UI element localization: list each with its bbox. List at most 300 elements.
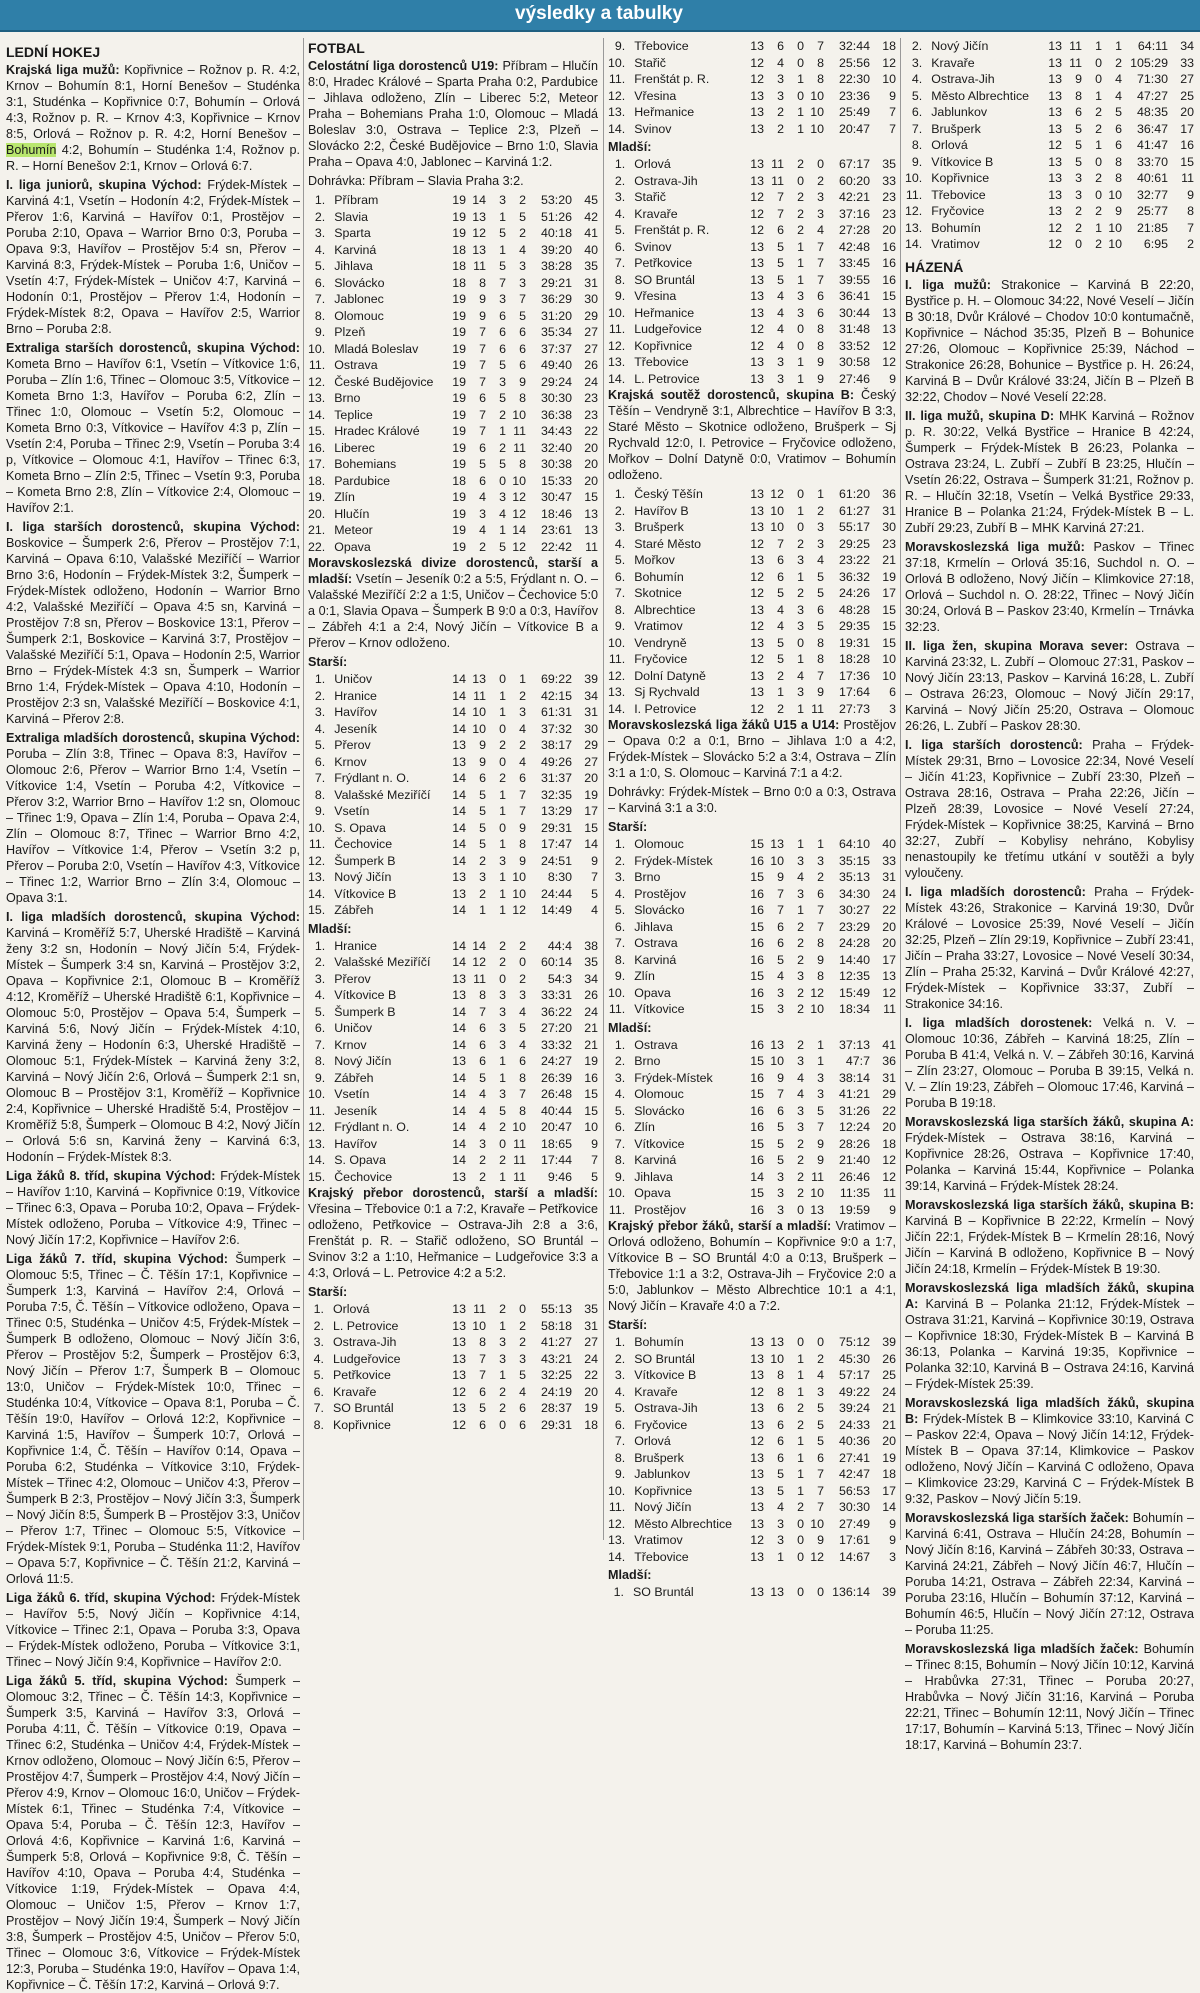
team-name-cell: Skotnice [634,586,682,600]
rank-cell: 3. [313,1335,324,1349]
team-name-cell: Příbram [334,193,379,207]
table-row [608,552,896,569]
played-cell: 13 [452,988,466,1002]
points-cell: 17 [882,952,896,967]
losses-cell: 4 [519,242,526,257]
played-cell: 12 [750,55,764,70]
wins-cell: 11 [1069,55,1082,70]
played-cell: 15 [750,1054,764,1068]
table-row [608,1185,896,1202]
points-cell: 13 [882,322,896,336]
losses-cell: 6 [519,325,526,339]
points-cell: 9 [591,1136,598,1151]
rank-cell: 2. [614,1054,626,1068]
played-cell: 13 [750,121,764,136]
played-cell: 16 [750,1103,764,1118]
losses-cell: 5 [817,1417,824,1432]
rank-cell: 12. [608,668,626,683]
table-row [308,242,598,259]
draws-cell: 3 [797,289,804,303]
table-row [608,1037,896,1054]
draws-cell: 0 [797,338,804,353]
played-cell: 14 [452,804,466,818]
played-cell: 14 [452,705,466,719]
played-cell: 19 [452,539,466,554]
team-name-cell: Uničov [334,672,373,686]
results-text: Kometa Brno – Havířov 6:1, Vsetín – Vítkovice 1:6, Poruba – Zlín 1:6, Třinec – Olomouc 3:5, Vítkovice – Kometa Brno 1:3, Havířov – Poruba 6:2, Zlín – Třinec 1:0, Olomouc – Vsetín 5:2, Olomouc – Kometa Brno 0:3, Vítkovice – Havířov 4:3 p, Zlín – Vsetín 2:4, Poruba – Třinec 2:9, Vsetín – Poruba 3:4 p, Vítkovice – Olomouc 4:1, Havířov – Třinec 6:3, Kometa Brno – Zlín 2:5, Třinec – Vsetín 9:3, Poruba – Kometa Brno 2:8, Zlín – Vítkovice 2:4, Olomouc – Havířov 2:1. [6,357,300,515]
team-name-cell: Orlová [634,157,671,171]
wins-cell: 8 [777,1384,784,1399]
table-row [608,1450,896,1467]
score-cell: 38:17 [540,738,572,752]
team-name-cell: Uničov [334,1021,373,1035]
losses-cell: 2 [1115,55,1122,70]
losses-cell: 3 [817,1070,824,1085]
team-name-cell: Prostějov [634,886,686,901]
draws-cell: 1 [499,787,506,802]
losses-cell: 12 [512,539,526,554]
losses-cell: 11 [513,424,526,438]
played-cell: 13 [750,39,764,53]
table-row [608,985,896,1002]
losses-cell: 7 [817,1467,824,1481]
competition-label: II. liga žen, skupina Morava sever: [905,638,1128,653]
losses-cell: 6 [817,886,824,901]
wins-cell: 10 [770,520,784,534]
points-cell: 11 [1181,171,1194,185]
draws-cell: 1 [797,256,804,270]
points-cell: 24 [584,1004,598,1019]
draws-cell: 1 [797,105,804,119]
played-cell: 13 [452,870,466,884]
rank-cell: 13. [308,391,326,405]
section-heading-football: FOTBAL [308,40,365,56]
section-heading-hockey: LEDNÍ HOKEJ [6,44,101,60]
draws-cell: 1 [797,1483,804,1498]
team-name-cell: Bohumín [634,1335,684,1349]
played-cell: 12 [750,223,764,237]
table-row [608,635,896,652]
score-cell: 31:48 [838,322,870,336]
team-name-cell: Vratimov [634,619,683,633]
points-cell: 20 [882,1120,896,1134]
score-cell: 41:47 [1136,138,1168,152]
rank-cell: 2. [314,955,326,969]
draws-cell: 2 [499,1153,506,1167]
rank-cell: 13. [308,870,326,884]
rank-cell: 9. [314,804,326,818]
draws-cell: 4 [797,668,804,683]
played-cell: 13 [452,1351,466,1366]
points-cell: 10 [584,1120,598,1134]
subheading: Starší: [608,1318,648,1332]
score-cell: 30:30 [540,391,572,405]
score-cell: 32:77 [1136,187,1168,202]
result-paragraph [6,909,300,1165]
points-cell: 39 [584,672,598,686]
played-cell: 12 [750,1434,764,1448]
results-text: Boskovice – Šumperk 2:6, Přerov – Prostějov 7:1, Karviná – Opava 6:10, Valašské Meziříčí – Warrior Brno 3:6, Hodonín – Frýdek-Místek 3:2, Šumperk – Frýdek-Místek odloženo, Hodonín – Warrior Brno 4:2, Valašské Meziříčí – Opava 4:5 sn, Karviná – Prostějov 7:8 sn, Přerov – Boskovice 13:1, Přerov – Šumperk 2:1, Boskovice – Karviná 3:7, Prostějov – Valašské Meziříčí 5:1, Opava – Hodonín 2:5, Warrior Brno – Frýdek-Místek 4:3 sn, Šumperk – Warrior Brno 1:4, Frýdek-Místek – Opava 4:10, Hodonín – Prostějov 2:3 sn, Valašské Meziříčí – Boskovice 4:1, Karviná – Přerov 2:8. [6,536,300,726]
score-cell: 48:35 [1136,105,1168,119]
points-cell: 5 [591,1169,598,1184]
played-cell: 14 [452,1153,466,1167]
losses-cell: 1 [519,672,526,686]
table-row [608,222,896,239]
rank-cell: 4. [614,536,626,551]
played-cell: 13 [452,886,466,901]
result-paragraph [308,1185,598,1281]
table-row [308,506,598,523]
team-name-cell: Kopřivnice [931,171,990,185]
points-cell: 20 [882,919,896,934]
wins-cell: 3 [777,1002,784,1016]
table-row [905,71,1194,88]
subheading: Starší: [608,820,648,834]
wins-cell: 4 [777,338,784,353]
points-cell: 35 [584,955,598,969]
draws-cell: 5 [499,259,506,273]
points-cell: 22 [882,903,896,917]
losses-cell: 13 [810,1202,824,1217]
score-cell: 18:28 [838,652,870,666]
score-cell: 20:47 [540,1120,572,1134]
table-row [308,1004,598,1021]
competition-label: Krajská soutěž dorostenců, skupina B: [608,388,855,402]
table-row [308,324,598,341]
losses-cell: 8 [817,55,824,70]
team-name-cell: Jablunkov [634,1467,691,1481]
points-cell: 36 [882,1054,896,1068]
losses-cell: 5 [817,1434,824,1448]
losses-cell: 8 [817,969,824,983]
wins-cell: 10 [770,503,784,518]
played-cell: 13 [452,1401,466,1415]
score-cell: 42:15 [540,688,572,703]
points-cell: 2 [1187,237,1194,251]
team-name-cell: Třebovice [634,355,689,369]
table-row [308,357,598,374]
team-name-cell: Krnov [334,1037,367,1052]
wins-cell: 8 [479,1335,486,1349]
points-cell: 31 [882,870,896,884]
results-text: Praha – Frýdek-Místek 43:26, Strakonice – Karviná 19:30, Dvůr Králové – Lovosice 25:39, Nové Veselí – Jičín 32:25, Plzeň – Zlín 29:19, Kopřivnice – Zubří 23:41, Jičín – Praha 33:27, Lovosice – Nové Veselí 30:34, Zlín – Praha 25:32, Karviná – Dvůr Králové 42:27, Frýdek-Místek – Kopřivnice 33:37, Zubří – Strakonice 34:16. [905,884,1194,1011]
points-cell: 20 [882,1434,896,1448]
rank-cell: 15. [308,903,326,917]
subheading: Mladší: [608,1568,652,1582]
wins-cell: 1 [777,1549,784,1564]
team-name-cell: Zábřeh [334,1070,374,1085]
rank-cell: 10. [608,985,626,1000]
table-row [608,569,896,586]
losses-cell: 3 [817,1087,824,1101]
losses-cell: 9 [817,355,824,369]
points-cell: 27 [584,341,598,356]
draws-cell: 0 [797,1516,804,1531]
draws-cell: 4 [797,1070,804,1085]
team-name-cell: Hranice [334,938,377,953]
result-paragraph [308,555,598,651]
team-name-cell: Slovácko [334,275,385,290]
team-name-cell: Petřkovice [634,256,693,270]
wins-cell: 2 [777,668,784,683]
team-name-cell: Zlín [634,969,655,983]
score-cell: 15:49 [838,985,870,1000]
rank-cell: 6. [614,919,626,934]
score-cell: 58:18 [540,1318,572,1333]
table-row [608,486,896,503]
wins-cell: 13 [472,209,486,224]
losses-cell: 8 [817,338,824,353]
team-name-cell: Ostrava [334,358,378,372]
draws-cell: 1 [499,1070,506,1085]
results-columns [6,38,1195,1992]
played-cell: 13 [750,685,764,699]
losses-cell: 5 [817,1103,824,1118]
score-cell: 29:24 [540,374,572,389]
rank-cell: 2. [614,1351,626,1366]
wins-cell: 11 [473,259,486,273]
points-cell: 10 [882,668,896,683]
draws-cell: 0 [797,520,804,534]
losses-cell: 10 [512,473,526,488]
table-row [905,137,1194,154]
team-name-cell: Vratimov [634,1533,683,1547]
result-paragraph [905,884,1194,1012]
extra-note: Dohrávka: Příbram – Slavia Praha 3:2. [308,174,524,188]
points-cell: 23 [584,391,598,405]
played-cell: 14 [452,1021,466,1035]
draws-cell: 1 [1095,220,1102,235]
losses-cell: 6 [1115,138,1122,152]
results-text: Kopřivnice – Rožnov p. R. 4:2, Krnov – Bohumín 8:1, Horní Benešov – Studénka 3:1, Studénka – Kopřivnice 0:7, Bohumín – Orlová 4:3, Rožnov p. R. – Krnov 4:3, Kopřivnice – Krnov 8:5, Orlová – Rožnov p. R. 4:2, Horní Benešov – Bohumín 4:2, Bohumín – Studénka 1:4, Rožnov p. R. – Horní Benešov 2:1, Krnov – Orlová 6:7. [6,63,300,173]
losses-cell: 4 [519,721,526,736]
points-cell: 12 [882,1153,896,1167]
score-cell: 27:20 [540,1021,572,1035]
wins-cell: 11 [771,173,784,188]
results-text: Šumperk – Olomouc 3:2, Třinec – Č. Těšín 14:3, Kopřivnice – Šumperk 3:5, Karviná – Havířov 3:3, Orlová – Poruba 4:11, Č. Těšín – Vítkovice 0:19, Opava – Třinec 6:2, Studénka – Uničov 4:4, Frýdek-Místek – Krnov odloženo, Olomouc – Nový Jičín 6:5, Přerov – Prostějov 4:7, Šumperk – Prostějov 4:4, Nový Jičín – Přerov 4:9, Krnov – Olomouc 16:0, Uničov – Frýdek-Místek 6:1, Třinec – Studénka 7:4, Vítkovice – Opava 5:4, Poruba – Č. Těšín 12:3, Havířov – Orlová 4:6, Kopřivnice – Karviná 1:6, Karviná – Šumperk 5:8, Orlová – Kopřivnice 9:8, Č. Těšín – Havířov 4:10, Opava – Poruba 4:4, Studénka – Vítkovice 1:19, Frýdek-Místek – Opava 4:4, Olomouc – Uničov 1:5, Přerov – Krnov 1:7, Prostějov – Nový Jičín 19:4, Šumperk – Nový Jičín 3:8, Šumperk – Prostějov 4:5, Uničov – Přerov 5:0, Třinec – Olomouc 3:6, Vítkovice – Frýdek-Místek 12:3, Poruba – Studénka 19:0, Havířov – Opava 1:4, Kopřivnice – Č. Těšín 17:2, Karviná – Orlová 9:7. [6,1674,300,1992]
draws-cell: 3 [797,969,804,983]
rank-cell: 10. [308,1087,326,1101]
table-row [608,935,896,952]
played-cell: 13 [1048,204,1062,218]
wins-cell: 7 [479,1351,486,1366]
losses-cell: 12 [810,985,824,1000]
table-row [608,1334,896,1351]
team-name-cell: SO Bruntál [634,272,695,287]
draws-cell: 1 [797,1351,804,1366]
team-name-cell: Ostrava-Jih [634,173,698,188]
score-cell: 13:29 [540,804,572,818]
losses-cell: 9 [817,1153,824,1167]
losses-cell: 8 [817,652,824,666]
losses-cell: 3 [519,259,526,273]
team-name-cell: Vítkovice B [634,1368,697,1382]
table-row [905,154,1194,171]
wins-cell: 6 [777,39,784,53]
team-name-cell: Třebovice [634,1549,689,1564]
table-row [608,1400,896,1417]
score-cell: 25:77 [1136,204,1168,218]
team-name-cell: Brno [634,1054,661,1068]
losses-cell: 10 [810,1002,824,1016]
played-cell: 13 [750,1585,764,1599]
competition-label: Moravskoslezská liga žáků U15 a U14: [608,718,840,732]
table-row [308,902,598,919]
section-heading-handball: HÁZENÁ [905,258,964,275]
rank-cell: 10. [608,55,626,70]
score-cell: 47:7 [845,1054,870,1068]
played-cell: 14 [452,787,466,802]
rank-cell: 4. [313,1351,324,1366]
points-cell: 9 [1187,187,1194,202]
wins-cell: 2 [1075,220,1082,235]
points-cell: 23 [882,536,896,551]
table-row [308,938,598,955]
table-row [608,1532,896,1549]
losses-cell: 9 [817,371,824,386]
team-name-cell: Opava [334,539,371,554]
played-cell: 16 [750,985,764,1000]
played-cell: 18 [452,242,466,257]
table-row [308,489,598,506]
wins-cell: 5 [777,256,784,270]
points-cell: 33 [882,173,896,188]
points-cell: 24 [584,374,598,389]
draws-cell: 3 [797,685,804,699]
table-row [608,869,896,886]
table-row [608,519,896,536]
score-cell: 24:19 [540,1384,572,1399]
draws-cell: 1 [797,1384,804,1399]
score-cell: 19:59 [838,1202,870,1217]
losses-cell: 7 [519,1087,526,1101]
wins-cell: 5 [479,804,486,818]
draws-cell: 0 [797,55,804,70]
points-cell: 9 [889,88,896,103]
wins-cell: 9 [777,1070,784,1085]
competition-label: Liga žáků 5. tříd, skupina Východ: [6,1674,228,1688]
points-cell: 9 [889,371,896,386]
team-name-cell: Vítkovice B [931,154,994,169]
wins-cell: 1 [479,903,486,917]
draws-cell: 0 [797,173,804,188]
points-cell: 23 [584,407,598,422]
wins-cell: 6 [777,1450,784,1465]
losses-cell: 10 [1108,237,1122,251]
wins-cell: 3 [1075,171,1082,185]
points-cell: 10 [882,72,896,86]
team-name-cell: Třebovice [931,187,986,202]
played-cell: 13 [1048,187,1062,202]
table-row [608,288,896,305]
results-text: Frýdek-Místek – Havířov 1:10, Karviná – Kopřivnice 0:19, Vítkovice – Třinec 6:3, Opava – Poruba 10:2, Opava – Frýdek-Místek odloženo, Poruba – Vítkovice 4:9, Třinec – Nový Jičín 17:2, Kopřivnice – Havířov 2:6. [6,1169,300,1247]
losses-cell: 0 [519,1302,526,1316]
rank-cell: 2. [614,173,626,188]
wins-cell: 6 [777,919,784,934]
points-cell: 25 [882,1368,896,1382]
score-cell: 105:29 [1130,55,1168,70]
score-cell: 40:36 [838,1434,870,1448]
team-name-cell: Ostrava-Jih [333,1335,397,1349]
points-cell: 7 [591,1153,598,1167]
team-name-cell: Svinov [634,239,672,254]
table-row [608,1499,896,1516]
losses-cell: 6 [519,771,526,785]
table-row [608,354,896,371]
team-name-cell: Slovácko [634,1103,685,1118]
score-cell: 32:40 [540,440,572,455]
standings-table [308,1301,598,1433]
draws-cell: 1 [499,424,506,438]
team-name-cell: Brno [334,391,361,405]
played-cell: 15 [750,919,764,934]
wins-cell: 9 [479,738,486,752]
table-row [608,104,896,121]
standings-table [308,192,598,555]
losses-cell: 11 [513,1153,526,1167]
rank-cell: 2. [614,853,626,868]
draws-cell: 1 [499,903,506,917]
points-cell: 29 [882,1087,896,1101]
team-name-cell: Valašské Meziříčí [334,955,431,969]
points-cell: 9 [889,1202,896,1217]
losses-cell: 7 [817,1500,824,1514]
wins-cell: 5 [479,837,486,851]
table-row [308,971,598,988]
standings-table [608,836,896,1018]
competition-label: Moravskoslezská divize dorostenců, starší a mladší: [308,556,598,586]
results-text: Karviná B – Kopřivnice B 22:22, Krmelín – Nový Jičín 22:1, Frýdek-Místek B – Krmelín 28:16, Nový Jičín – Karviná B odloženo, Kopřivnice B – Nový Jičín 24:18, Krmelín – Frýdek-Místek B 19:30. [905,1213,1194,1276]
played-cell: 14 [452,1004,466,1019]
draws-cell: 2 [1095,171,1102,185]
losses-cell: 10 [1108,187,1122,202]
score-cell: 24:51 [540,853,572,868]
table-row [608,371,896,388]
points-cell: 19 [584,1054,598,1068]
team-name-cell: Jihlava [634,1169,673,1184]
draws-cell: 0 [499,473,506,488]
played-cell: 14 [452,1136,466,1151]
played-cell: 12 [750,536,764,551]
rank-cell: 12. [608,88,626,103]
table-row [308,1152,598,1169]
points-cell: 27 [1180,72,1194,86]
score-cell: 24:26 [838,586,870,600]
team-name-cell: Svinov [634,121,672,136]
draws-cell: 1 [499,1054,506,1068]
wins-cell: 4 [777,619,784,633]
competition-label: I. liga starších dorostenců, skupina Východ: [6,520,300,534]
played-cell: 13 [750,1401,764,1415]
losses-cell: 8 [1115,154,1122,169]
draws-cell: 0 [797,487,804,501]
result-paragraph [6,730,300,906]
team-name-cell: Brno [634,870,661,884]
wins-cell: 3 [777,1169,784,1184]
points-cell: 20 [584,473,598,488]
wins-cell: 5 [479,457,486,471]
score-cell: 18:65 [540,1136,572,1151]
draws-cell: 1 [499,242,506,257]
team-name-cell: Meteor [334,523,373,537]
score-cell: 29:31 [540,820,572,835]
wins-cell: 2 [777,121,784,136]
score-cell: 23:22 [838,553,870,567]
played-cell: 12 [750,72,764,86]
losses-cell: 7 [817,239,824,254]
table-row [905,121,1194,138]
score-cell: 17:36 [838,668,870,683]
